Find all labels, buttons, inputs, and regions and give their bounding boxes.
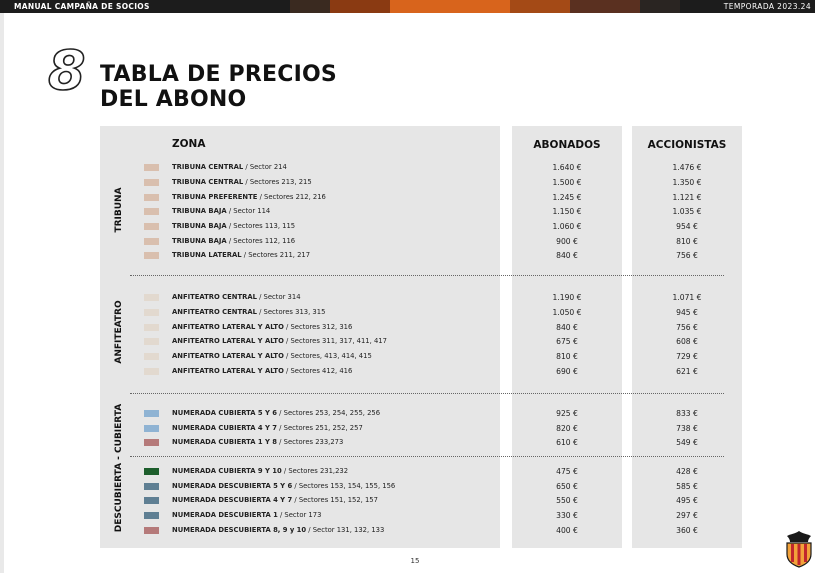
zone-name: NUMERADA DESCUBIERTA 4 Y 7 (172, 496, 293, 504)
zone-color-swatch (144, 309, 159, 316)
price-abonados: 650 € (556, 482, 578, 491)
zone-name: NUMERADA DESCUBIERTA 5 Y 6 (172, 482, 293, 490)
zone-sectors: / Sectores 213, 215 (243, 178, 312, 186)
zone-label (172, 466, 348, 477)
zone-color-swatch (144, 324, 159, 331)
zone-label (172, 408, 380, 419)
table-row (144, 351, 484, 363)
zone-color-swatch (144, 410, 159, 417)
zone-name: ANFITEATRO LATERAL Y ALTO (172, 367, 284, 375)
zone-sectors: / Sectores 253, 254, 255, 256 (277, 409, 381, 417)
zone-sectors: / Sector 314 (256, 293, 301, 301)
title-line-2: DEL ABONO (100, 87, 247, 112)
zone-label (172, 510, 321, 521)
title-line-1: TABLA DE PRECIOS (100, 62, 337, 87)
table-row (144, 466, 484, 478)
table-row (144, 177, 484, 189)
top-banner (0, 0, 815, 13)
price-abonados: 810 € (556, 352, 578, 361)
zone-sectors: / Sector 173 (277, 511, 322, 519)
zone-label (172, 206, 270, 217)
zone-label (172, 423, 363, 434)
zone-color-swatch (144, 208, 159, 215)
price-abonados: 925 € (556, 409, 578, 418)
price-accionistas: 495 € (676, 496, 698, 505)
header-abonados: ABONADOS (533, 139, 601, 151)
manual-title: MANUAL CAMPAÑA DE SOCIOS (14, 2, 150, 11)
header-accionistas: ACCIONISTAS (647, 139, 727, 151)
zone-name: TRIBUNA CENTRAL (172, 178, 244, 186)
section-number: 8 (48, 39, 86, 102)
price-abonados: 675 € (556, 337, 578, 346)
price-abonados: 400 € (556, 526, 578, 535)
price-accionistas: 360 € (676, 526, 698, 535)
zone-color-swatch (144, 194, 159, 201)
zone-label (172, 366, 352, 377)
price-accionistas: 729 € (676, 352, 698, 361)
price-accionistas: 1.035 € (672, 207, 702, 216)
table-row (144, 525, 484, 537)
zone-sectors: / Sectores 231,232 (281, 467, 349, 475)
zone-label (172, 307, 325, 318)
zone-label (172, 192, 326, 203)
table-row (144, 481, 484, 493)
zone-label (172, 236, 295, 247)
zone-name: NUMERADA CUBIERTA 1 Y 8 (172, 438, 278, 446)
price-abonados: 610 € (556, 438, 578, 447)
price-abonados: 820 € (556, 424, 578, 433)
table-row (144, 250, 484, 262)
zone-sectors: / Sector 114 (226, 207, 271, 215)
season-label: TEMPORADA 2023.24 (723, 2, 811, 11)
zone-sectors: / Sectores 112, 116 (226, 237, 296, 245)
zone-name: NUMERADA DESCUBIERTA 1 (172, 511, 278, 519)
zone-name: NUMERADA CUBIERTA 9 Y 10 (172, 467, 282, 475)
zone-sectors: / Sector 131, 132, 133 (306, 526, 385, 534)
category-anfiteatro: ANFITEATRO (114, 300, 124, 364)
zone-name: TRIBUNA LATERAL (172, 251, 242, 259)
price-abonados: 840 € (556, 251, 578, 260)
table-row (144, 162, 484, 174)
zone-name: ANFITEATRO CENTRAL (172, 293, 257, 301)
price-abonados: 1.190 € (552, 293, 582, 302)
zone-label (172, 322, 352, 333)
zone-color-swatch (144, 425, 159, 432)
zone-name: ANFITEATRO CENTRAL (172, 308, 257, 316)
zone-name: ANFITEATRO LATERAL Y ALTO (172, 337, 284, 345)
zone-color-swatch (144, 497, 159, 504)
price-accionistas: 549 € (676, 438, 698, 447)
price-accionistas: 428 € (676, 467, 698, 476)
zone-color-swatch (144, 527, 159, 534)
zone-name: TRIBUNA BAJA (172, 237, 227, 245)
price-accionistas: 1.350 € (672, 178, 702, 187)
zone-sectors: / Sectores 153, 154, 155, 156 (292, 482, 396, 490)
table-row (144, 292, 484, 304)
category-tribuna: TRIBUNA (114, 187, 124, 233)
zone-label (172, 481, 395, 492)
zone-name: NUMERADA DESCUBIERTA 8, 9 y 10 (172, 526, 307, 534)
separator-2 (130, 393, 724, 394)
table-row (144, 437, 484, 449)
zone-color-swatch (144, 238, 159, 245)
zone-sectors: / Sectores 233,273 (277, 438, 344, 446)
price-abonados: 1.050 € (552, 308, 582, 317)
price-abonados: 1.150 € (552, 207, 582, 216)
price-accionistas: 608 € (676, 337, 698, 346)
price-accionistas: 1.476 € (672, 163, 702, 172)
zone-color-swatch (144, 368, 159, 375)
table-row (144, 192, 484, 204)
table-row (144, 206, 484, 218)
separator-3 (130, 456, 724, 457)
price-accionistas: 1.121 € (672, 193, 702, 202)
price-accionistas: 954 € (676, 222, 698, 231)
zone-color-swatch (144, 353, 159, 360)
zone-sectors: / Sectores 151, 152, 157 (292, 496, 378, 504)
zone-label (172, 437, 343, 448)
zone-color-swatch (144, 294, 159, 301)
zone-sectors: / Sectores, 413, 414, 415 (283, 352, 372, 360)
zone-label (172, 351, 372, 362)
zone-color-swatch (144, 223, 159, 230)
zone-label (172, 292, 301, 303)
separator-1 (130, 275, 724, 276)
price-abonados: 1.640 € (552, 163, 582, 172)
price-abonados: 840 € (556, 323, 578, 332)
zone-name: TRIBUNA BAJA (172, 222, 227, 230)
table-row (144, 322, 484, 334)
zone-color-swatch (144, 439, 159, 446)
zone-name: TRIBUNA BAJA (172, 207, 227, 215)
zone-sectors: / Sectores 251, 252, 257 (277, 424, 363, 432)
zone-sectors: / Sectores 313, 315 (256, 308, 326, 316)
price-accionistas: 833 € (676, 409, 698, 418)
zone-color-swatch (144, 483, 159, 490)
table-row (144, 510, 484, 522)
zone-label (172, 177, 312, 188)
zone-color-swatch (144, 338, 159, 345)
table-row (144, 336, 484, 348)
zone-color-swatch (144, 512, 159, 519)
price-accionistas: 756 € (676, 323, 698, 332)
price-accionistas: 621 € (676, 367, 698, 376)
table-row (144, 408, 484, 420)
price-accionistas: 756 € (676, 251, 698, 260)
zone-color-swatch (144, 252, 159, 259)
table-row (144, 423, 484, 435)
price-abonados: 475 € (556, 467, 578, 476)
zone-sectors: / Sectores 212, 216 (257, 193, 326, 201)
table-row (144, 307, 484, 319)
zone-sectors: / Sectores 412, 416 (283, 367, 353, 375)
zone-label (172, 336, 387, 347)
zone-label (172, 250, 310, 261)
zone-label (172, 495, 378, 506)
bat-crest-icon (784, 530, 814, 568)
page-title (100, 62, 337, 112)
price-accionistas: 945 € (676, 308, 698, 317)
zone-sectors: / Sectores 311, 317, 411, 417 (283, 337, 387, 345)
zone-name: ANFITEATRO LATERAL Y ALTO (172, 323, 284, 331)
table-row (144, 236, 484, 248)
price-abonados: 900 € (556, 237, 578, 246)
price-accionistas: 1.071 € (672, 293, 702, 302)
table-row (144, 221, 484, 233)
zone-name: TRIBUNA CENTRAL (172, 163, 244, 171)
price-abonados: 690 € (556, 367, 578, 376)
price-accionistas: 585 € (676, 482, 698, 491)
table-row (144, 366, 484, 378)
price-abonados: 1.245 € (552, 193, 582, 202)
zone-name: ANFITEATRO LATERAL Y ALTO (172, 352, 284, 360)
zone-sectors: / Sector 214 (243, 163, 287, 171)
zone-label (172, 221, 295, 232)
price-abonados: 1.500 € (552, 178, 582, 187)
price-accionistas: 810 € (676, 237, 698, 246)
page-number: 15 (410, 557, 420, 565)
zone-color-swatch (144, 468, 159, 475)
zone-name: NUMERADA CUBIERTA 4 Y 7 (172, 424, 278, 432)
price-accionistas: 738 € (676, 424, 698, 433)
zone-sectors: / Sectores 211, 217 (241, 251, 311, 259)
price-abonados: 550 € (556, 496, 578, 505)
zone-label (172, 162, 287, 173)
zone-sectors: / Sectores 113, 115 (226, 222, 296, 230)
zone-label (172, 525, 384, 536)
category-descubierta-cubierta: DESCUBIERTA - CUBIERTA (114, 403, 124, 533)
price-abonados: 330 € (556, 511, 578, 520)
zone-color-swatch (144, 164, 159, 171)
price-accionistas: 297 € (676, 511, 698, 520)
page-edge-shadow (0, 13, 4, 573)
header-zona: ZONA (172, 138, 206, 150)
zone-color-swatch (144, 179, 159, 186)
zone-sectors: / Sectores 312, 316 (283, 323, 353, 331)
zone-name: NUMERADA CUBIERTA 5 Y 6 (172, 409, 278, 417)
table-row (144, 495, 484, 507)
price-abonados: 1.060 € (552, 222, 582, 231)
zone-name: TRIBUNA PREFERENTE (172, 193, 258, 201)
